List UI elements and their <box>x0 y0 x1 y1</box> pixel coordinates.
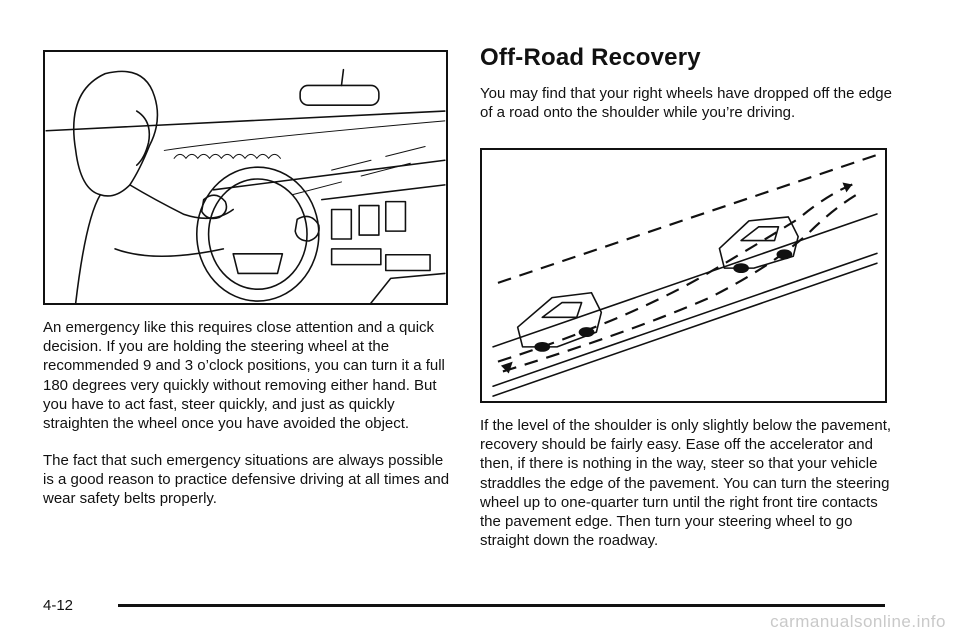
section-title: Off-Road Recovery <box>480 44 701 71</box>
dash-vent <box>359 206 379 236</box>
emergency-paragraph: An emergency like this requires close attention and a quick decision. If you are holding the steering wheel at the recommended 9 and 3 o’clock positions, you can turn it a full 180 degrees very quickly without removing either hand. But you have to act fast, steer quickly, and just as quickly straighten the wheel once you have avoided the object. <box>43 319 445 433</box>
recovery-paragraph: If the level of the shoulder is only slightly below the pavement, recovery should be fairly easy. Ease off the accelerator and then, if there is nothing in the way, steer so that your vehicle straddles the edge of the pavement. You can turn the steering wheel up to one-quarter turn until the right front tire contacts the pavement edge. Then turn your steering wheel to go straight down the roadway. <box>480 417 892 550</box>
recovery-path <box>498 184 852 361</box>
shoulder-edge <box>493 253 877 386</box>
watermark: carmanualsonline.info <box>770 612 946 631</box>
steering-hub <box>233 254 282 274</box>
dashboard-line <box>322 185 445 200</box>
steering-wheel <box>197 167 319 301</box>
page-number: 4-12 <box>43 597 74 614</box>
dash-vent <box>332 209 352 239</box>
radio-panel <box>332 249 381 265</box>
tree-line <box>174 154 280 158</box>
dash-vent <box>386 202 406 232</box>
road-dash <box>292 163 410 194</box>
hair <box>74 71 158 196</box>
off-road-recovery-illustration <box>480 148 887 403</box>
windshield-line <box>46 111 445 131</box>
pavement-edge <box>493 214 877 347</box>
horizon-trees <box>164 121 445 151</box>
road-dash <box>332 146 426 170</box>
shoulder-edge-outer <box>493 263 877 396</box>
mirror-mount <box>341 70 343 86</box>
intro-paragraph: You may find that your right wheels have dropped off the edge of a road onto the shoulder while you’re driving. <box>480 85 892 122</box>
path-arrow-tail <box>501 362 513 374</box>
arm <box>115 249 223 256</box>
rearview-mirror <box>300 85 379 105</box>
recovery-drawing <box>482 150 885 401</box>
road-center-line <box>498 155 877 283</box>
radio-panel <box>386 255 430 271</box>
driver-steering-illustration <box>43 50 448 305</box>
defensive-driving-paragraph: The fact that such emergency situations are always possible is a good reason to practice defensive driving at all times and wear safety belts properly. <box>43 452 450 508</box>
console <box>371 273 445 303</box>
car-lower-left <box>518 293 602 352</box>
footer-rule <box>118 604 885 607</box>
driver-steering-drawing <box>45 52 446 303</box>
face-profile <box>137 111 150 165</box>
